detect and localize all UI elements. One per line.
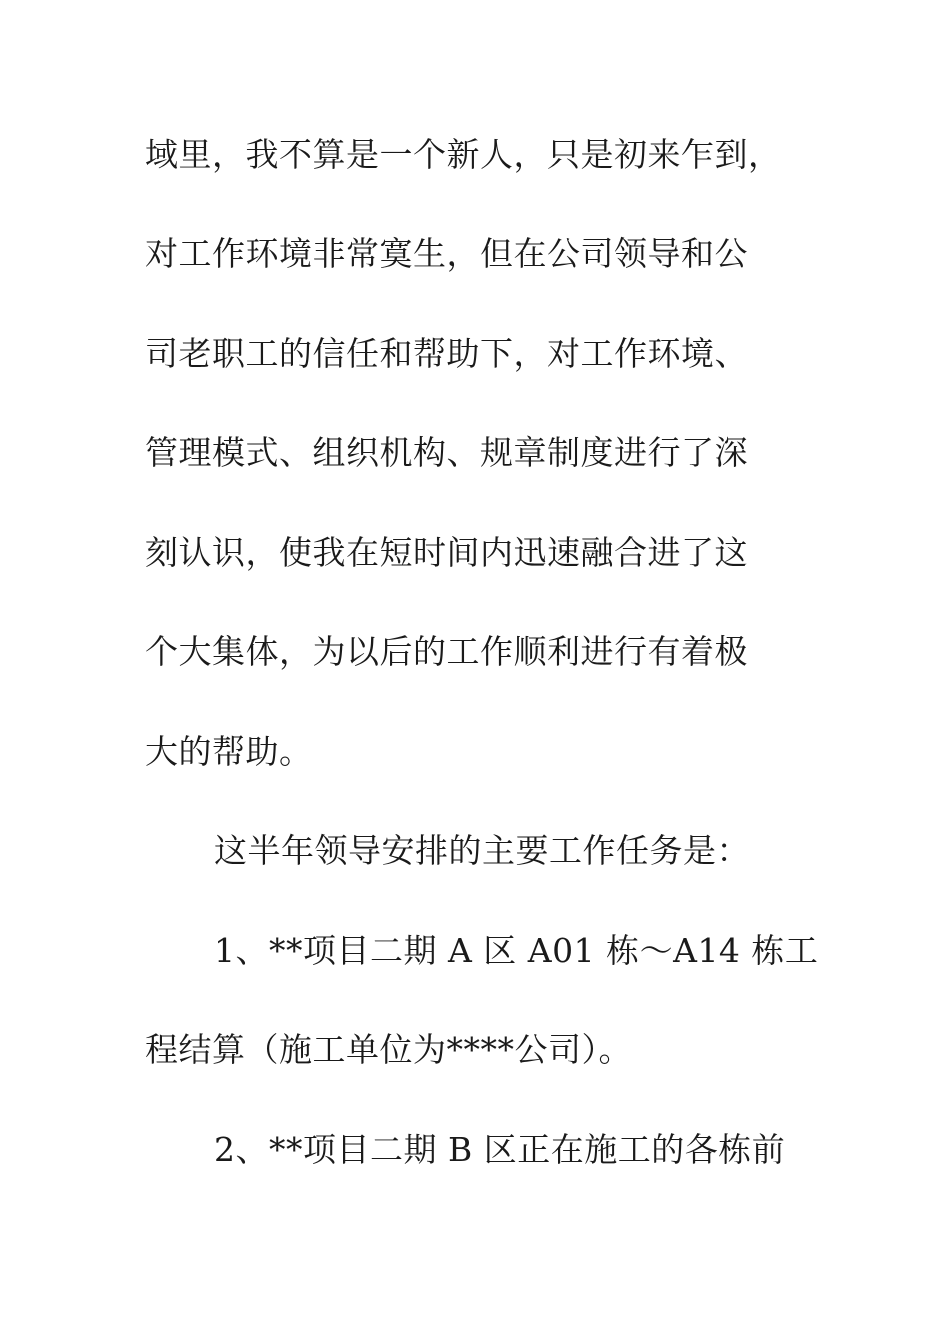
text-line-3: 司老职工的信任和帮助下，对工作环境、 xyxy=(145,334,748,373)
list-item-1-line-1: 1、**项目二期 A 区 A01 栋～A14 栋工 xyxy=(214,931,819,970)
list-item-2-line-1: 2、**项目二期 B 区正在施工的各栋前 xyxy=(214,1130,786,1169)
list-item-1-line-2: 程结算（施工单位为****公司）。 xyxy=(145,1030,632,1069)
text-line-7: 大的帮助。 xyxy=(145,732,313,771)
text-line-2: 对工作环境非常寞生，但在公司领导和公 xyxy=(145,234,748,273)
text-line-6: 个大集体，为以后的工作顺利进行有着极 xyxy=(145,632,748,671)
text-line-5: 刻认识，使我在短时间内迅速融合进了这 xyxy=(145,533,748,572)
text-line-4: 管理模式、组织机构、规章制度进行了深 xyxy=(145,433,748,472)
text-line-1: 域里，我不算是一个新人，只是初来乍到， xyxy=(145,135,782,174)
paragraph-heading-tasks: 这半年领导安排的主要工作任务是： xyxy=(214,831,750,870)
